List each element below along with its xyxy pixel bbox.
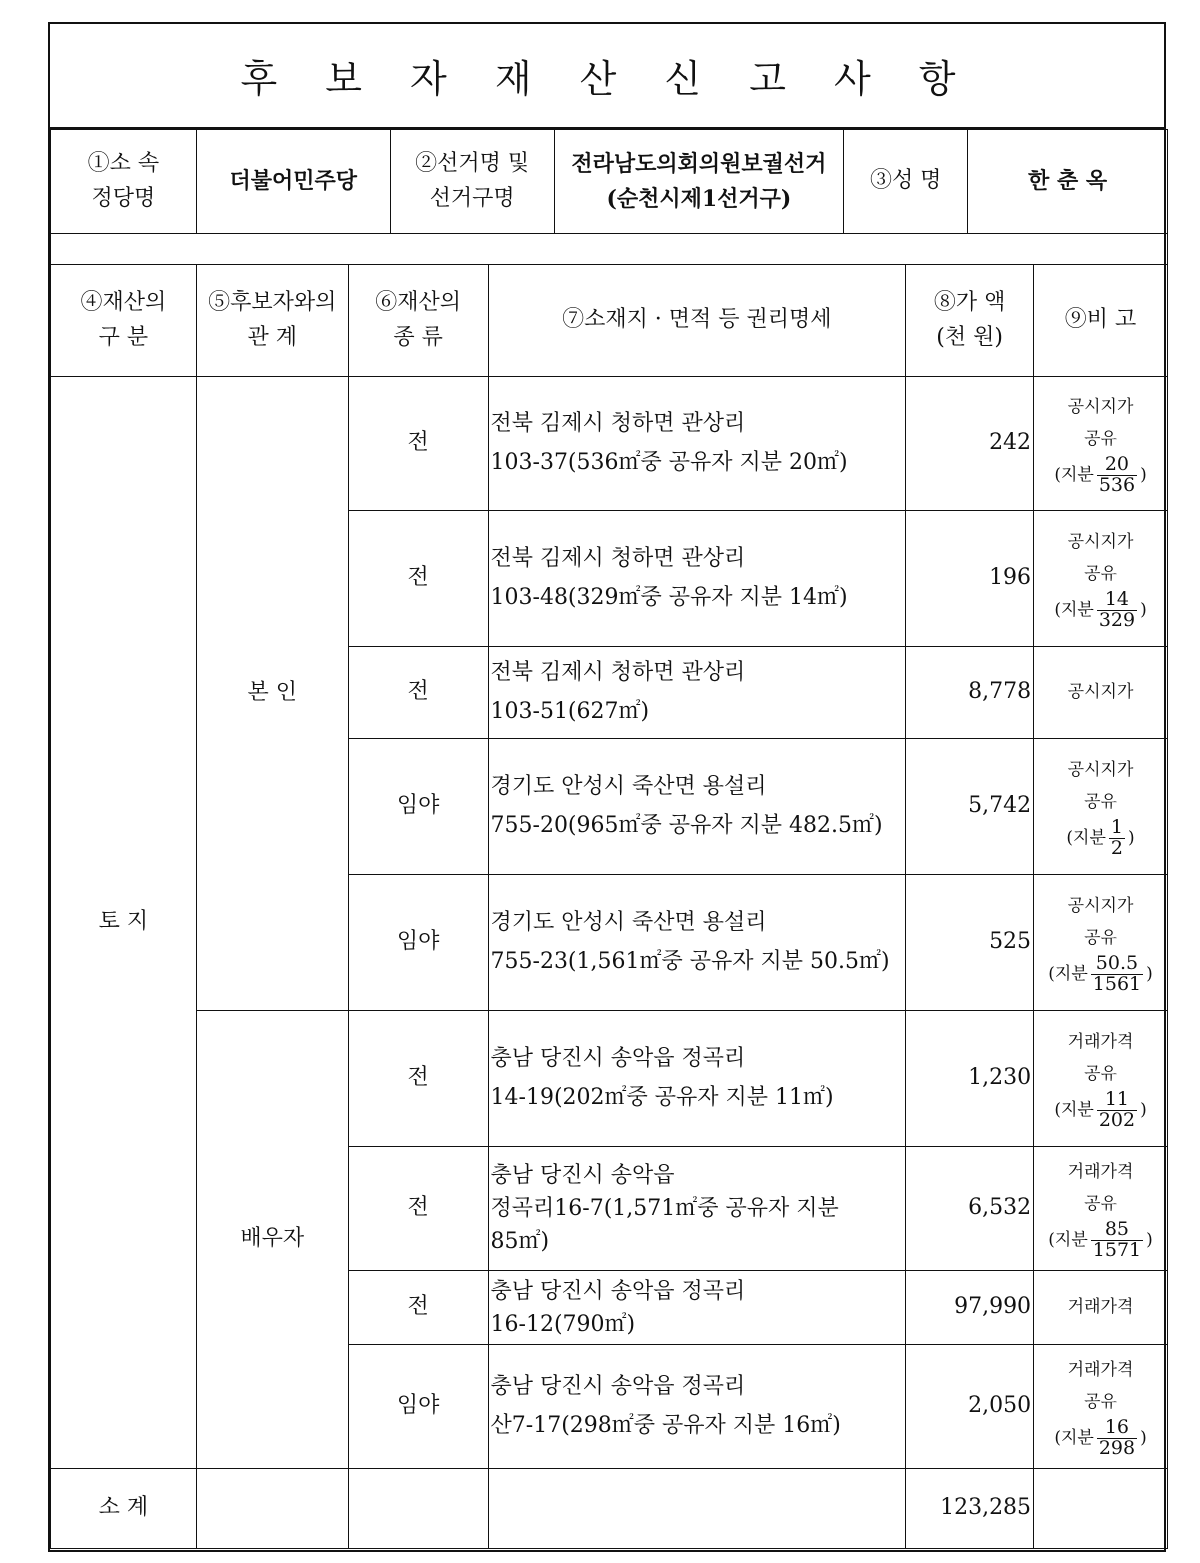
share-fraction: (지분 $\frac{50.5}{1561}$ ) <box>1048 952 1153 996</box>
col-header-relation: ⑤후보자와의 관 계 <box>196 265 348 377</box>
kind-cell: 전 <box>348 511 488 647</box>
subtotal-value: 123,285 <box>906 1469 1034 1549</box>
col-header-kind: ⑥재산의 종 류 <box>348 265 488 377</box>
share-fraction: (지분 $\frac{85}{1571}$ ) <box>1048 1218 1153 1262</box>
note-cell: 거래가격 공유 (지분 $\frac{16}{298}$ ) <box>1034 1345 1168 1469</box>
kind-cell: 전 <box>348 1147 488 1271</box>
note-cell: 거래가격 공유 (지분 $\frac{85}{1571}$ ) <box>1034 1147 1168 1271</box>
note-cell: 거래가격 공유 (지분 $\frac{11}{202}$ ) <box>1034 1011 1168 1147</box>
subtotal-label: 소 계 <box>51 1469 197 1549</box>
category-cell: 토 지 <box>51 377 197 1469</box>
share-fraction: (지분 $\frac{11}{202}$ ) <box>1054 1088 1147 1132</box>
col-header-category: ④재산의 구 분 <box>51 265 197 377</box>
share-fraction: (지분 $\frac{20}{536}$ ) <box>1054 453 1147 497</box>
candidate-info-table <box>50 129 1168 265</box>
value-cell: 242 <box>906 377 1034 511</box>
note-cell: 공시지가 공유 (지분 $\frac{1}{2}$ ) <box>1034 739 1168 875</box>
value-cell: 2,050 <box>906 1345 1034 1469</box>
spacer-row <box>51 234 1168 265</box>
note-cell: 거래가격 <box>1034 1271 1168 1345</box>
location-cell: 전북 김제시 청하면 관상리 103-37(536㎡중 공유자 지분 20㎡) <box>488 377 906 511</box>
election-label: ②선거명 및 선거구명 <box>390 130 554 234</box>
location-cell: 전북 김제시 청하면 관상리 103-48(329㎡중 공유자 지분 14㎡) <box>488 511 906 647</box>
col-header-note: ⑨비 고 <box>1034 265 1168 377</box>
relation-self: 본 인 <box>196 377 348 1011</box>
election-value: 전라남도의회의원보궐선거 (순천시제1선거구) <box>554 130 844 234</box>
note-cell: 공시지가 공유 (지분 $\frac{14}{329}$ ) <box>1034 511 1168 647</box>
kind-cell: 임야 <box>348 739 488 875</box>
table-row <box>51 1011 1168 1147</box>
kind-cell: 전 <box>348 647 488 739</box>
value-cell: 525 <box>906 875 1034 1011</box>
share-fraction: (지분 $\frac{1}{2}$ ) <box>1066 816 1135 860</box>
name-value: 한 춘 옥 <box>968 130 1168 234</box>
location-cell: 경기도 안성시 죽산면 용설리 755-23(1,561㎡중 공유자 지분 50.5㎡) <box>488 875 906 1011</box>
kind-cell: 전 <box>348 1271 488 1345</box>
property-table <box>50 264 1168 1549</box>
share-fraction: (지분 $\frac{16}{298}$ ) <box>1054 1416 1147 1460</box>
location-cell: 충남 당진시 송악읍 정곡리 16-12(790㎡) <box>488 1271 906 1345</box>
location-cell: 충남 당진시 송악읍 정곡리16-7(1,571㎡중 공유자 지분 85㎡) <box>488 1147 906 1271</box>
form-title: 후 보 자 재 산 신 고 사 항 <box>50 24 1164 129</box>
note-cell: 공시지가 공유 (지분 $\frac{20}{536}$ ) <box>1034 377 1168 511</box>
property-declaration-form <box>48 22 1166 1552</box>
party-label: ①소 속 정당명 <box>51 130 197 234</box>
kind-cell: 임야 <box>348 875 488 1011</box>
location-cell: 충남 당진시 송악읍 정곡리 산7-17(298㎡중 공유자 지분 16㎡) <box>488 1345 906 1469</box>
name-label: ③성 명 <box>844 130 968 234</box>
subtotal-row <box>51 1469 1168 1549</box>
note-cell: 공시지가 <box>1034 647 1168 739</box>
value-cell: 1,230 <box>906 1011 1034 1147</box>
location-cell: 전북 김제시 청하면 관상리 103-51(627㎡) <box>488 647 906 739</box>
location-cell: 충남 당진시 송악읍 정곡리 14-19(202㎡중 공유자 지분 11㎡) <box>488 1011 906 1147</box>
col-header-location: ⑦소재지 · 면적 등 권리명세 <box>488 265 906 377</box>
share-fraction: (지분 $\frac{14}{329}$ ) <box>1054 588 1147 632</box>
value-cell: 6,532 <box>906 1147 1034 1271</box>
kind-cell: 임야 <box>348 1345 488 1469</box>
value-cell: 5,742 <box>906 739 1034 875</box>
kind-cell: 전 <box>348 377 488 511</box>
value-cell: 196 <box>906 511 1034 647</box>
note-cell: 공시지가 공유 (지분 $\frac{50.5}{1561}$ ) <box>1034 875 1168 1011</box>
value-cell: 8,778 <box>906 647 1034 739</box>
location-cell: 경기도 안성시 죽산면 용설리 755-20(965㎡중 공유자 지분 482.5㎡) <box>488 739 906 875</box>
kind-cell: 전 <box>348 1011 488 1147</box>
col-header-value: ⑧가 액 (천 원) <box>906 265 1034 377</box>
party-value: 더불어민주당 <box>196 130 390 234</box>
relation-spouse: 배우자 <box>196 1011 348 1469</box>
table-row <box>51 377 1168 511</box>
value-cell: 97,990 <box>906 1271 1034 1345</box>
